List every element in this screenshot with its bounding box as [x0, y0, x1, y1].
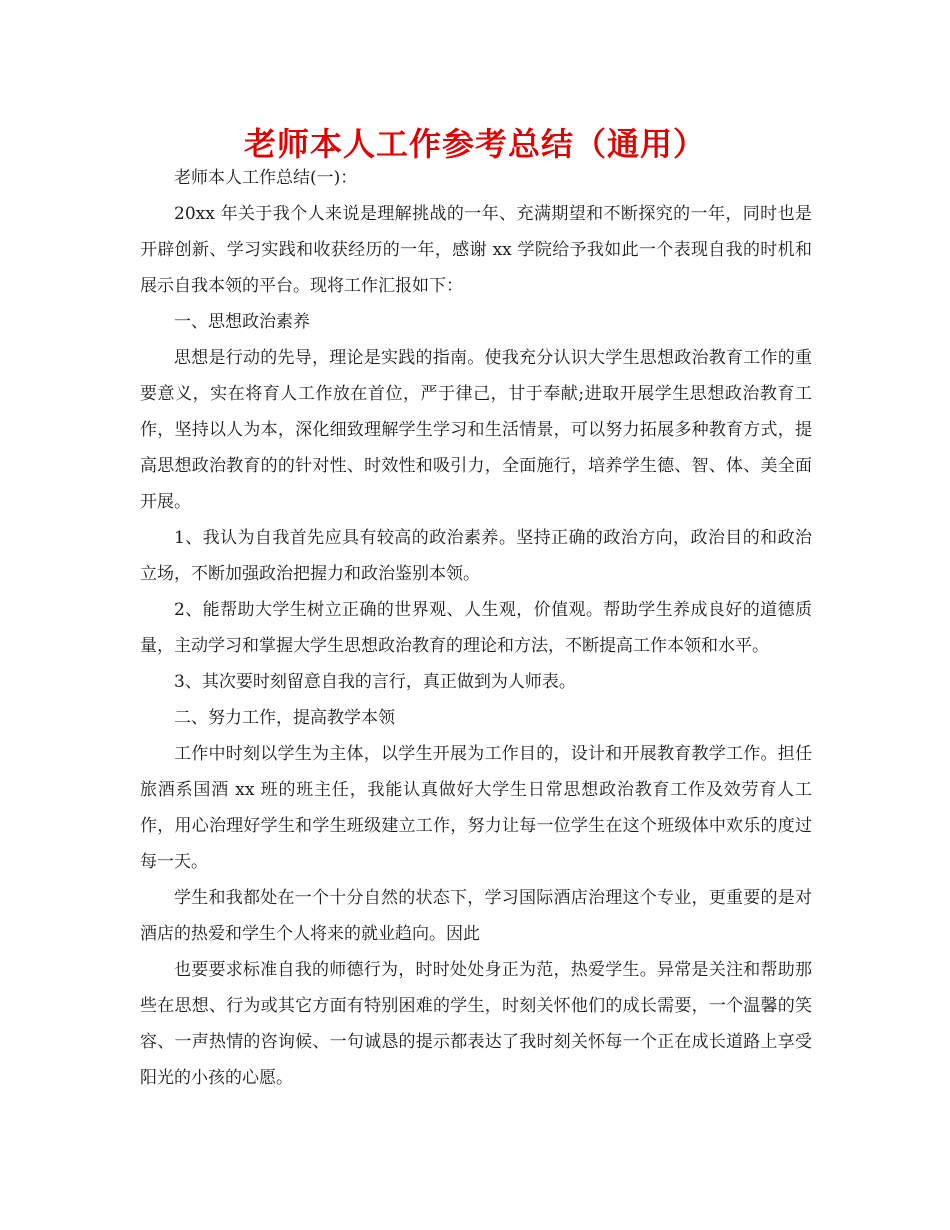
paragraph: 思想是行动的先导，理论是实践的指南。使我充分认识大学生思想政治教育工作的重要意义，实在将育人工作放在首位，严于律己，甘于奉献;进取开展学生思想政治教育工作，坚持以人为本，深化细致理解学生学习和生活情景，可以努力拓展多种教育方式，提高思想政治教育的的针对性、时效性和吸引力，全面施行，培养学生德、智、体、美全面开展。 — [140, 348, 812, 512]
section-heading: 二、努力工作，提高教学本领 — [174, 708, 395, 728]
section-heading: 一、思想政治素养 — [174, 312, 310, 332]
paragraph: 学生和我都处在一个十分自然的状态下，学习国际酒店治理这个专业，更重要的是对酒店的热爱和学生个人将来的就业趋向。因此 — [140, 888, 812, 944]
paragraph-heading-intro: 老师本人工作总结(一)： — [174, 168, 358, 188]
paragraph: 也要要求标准自我的师德行为，时时处处身正为范，热爱学生。异常是关注和帮助那些在思想、行为或其它方面有特别困难的学生，时刻关怀他们的成长需要，一个温馨的笑容、一声热情的咨询候、一句诚恳的提示都表达了我时刻关怀每一个正在成长道路上享受阳光的小孩的心愿。 — [140, 960, 812, 1088]
document-title: 老师本人工作参考总结（通用） — [243, 125, 706, 163]
paragraph: 3、其次要时刻留意自我的言行，真正做到为人师表。 — [174, 672, 576, 692]
paragraph: 工作中时刻以学生为主体，以学生开展为工作目的，设计和开展教育教学工作。担任旅酒系国酒 xx 班的班主任，我能认真做好大学生日常思想政治教育工作及效劳育人工作，用心治理好学生和学生班级建立工作，努力让每一位学生在这个班级体中欢乐的度过每一天。 — [140, 744, 812, 872]
paragraph: 1、我认为自我首先应具有较高的政治素养。坚持正确的政治方向，政治目的和政治立场，不断加强政治把握力和政治鉴别本领。 — [140, 528, 812, 584]
document-body — [140, 160, 812, 1096]
paragraph: 20xx 年关于我个人来说是理解挑战的一年、充满期望和不断探究的一年，同时也是开辟创新、学习实践和收获经历的一年，感谢 xx 学院给予我如此一个表现自我的时机和展示自我本领的平台。现将工作汇报如下： — [140, 204, 812, 296]
paragraph: 2、能帮助大学生树立正确的世界观、人生观，价值观。帮助学生养成良好的道德质量，主动学习和掌握大学生思想政治教育的理论和方法，不断提高工作本领和水平。 — [140, 600, 812, 656]
